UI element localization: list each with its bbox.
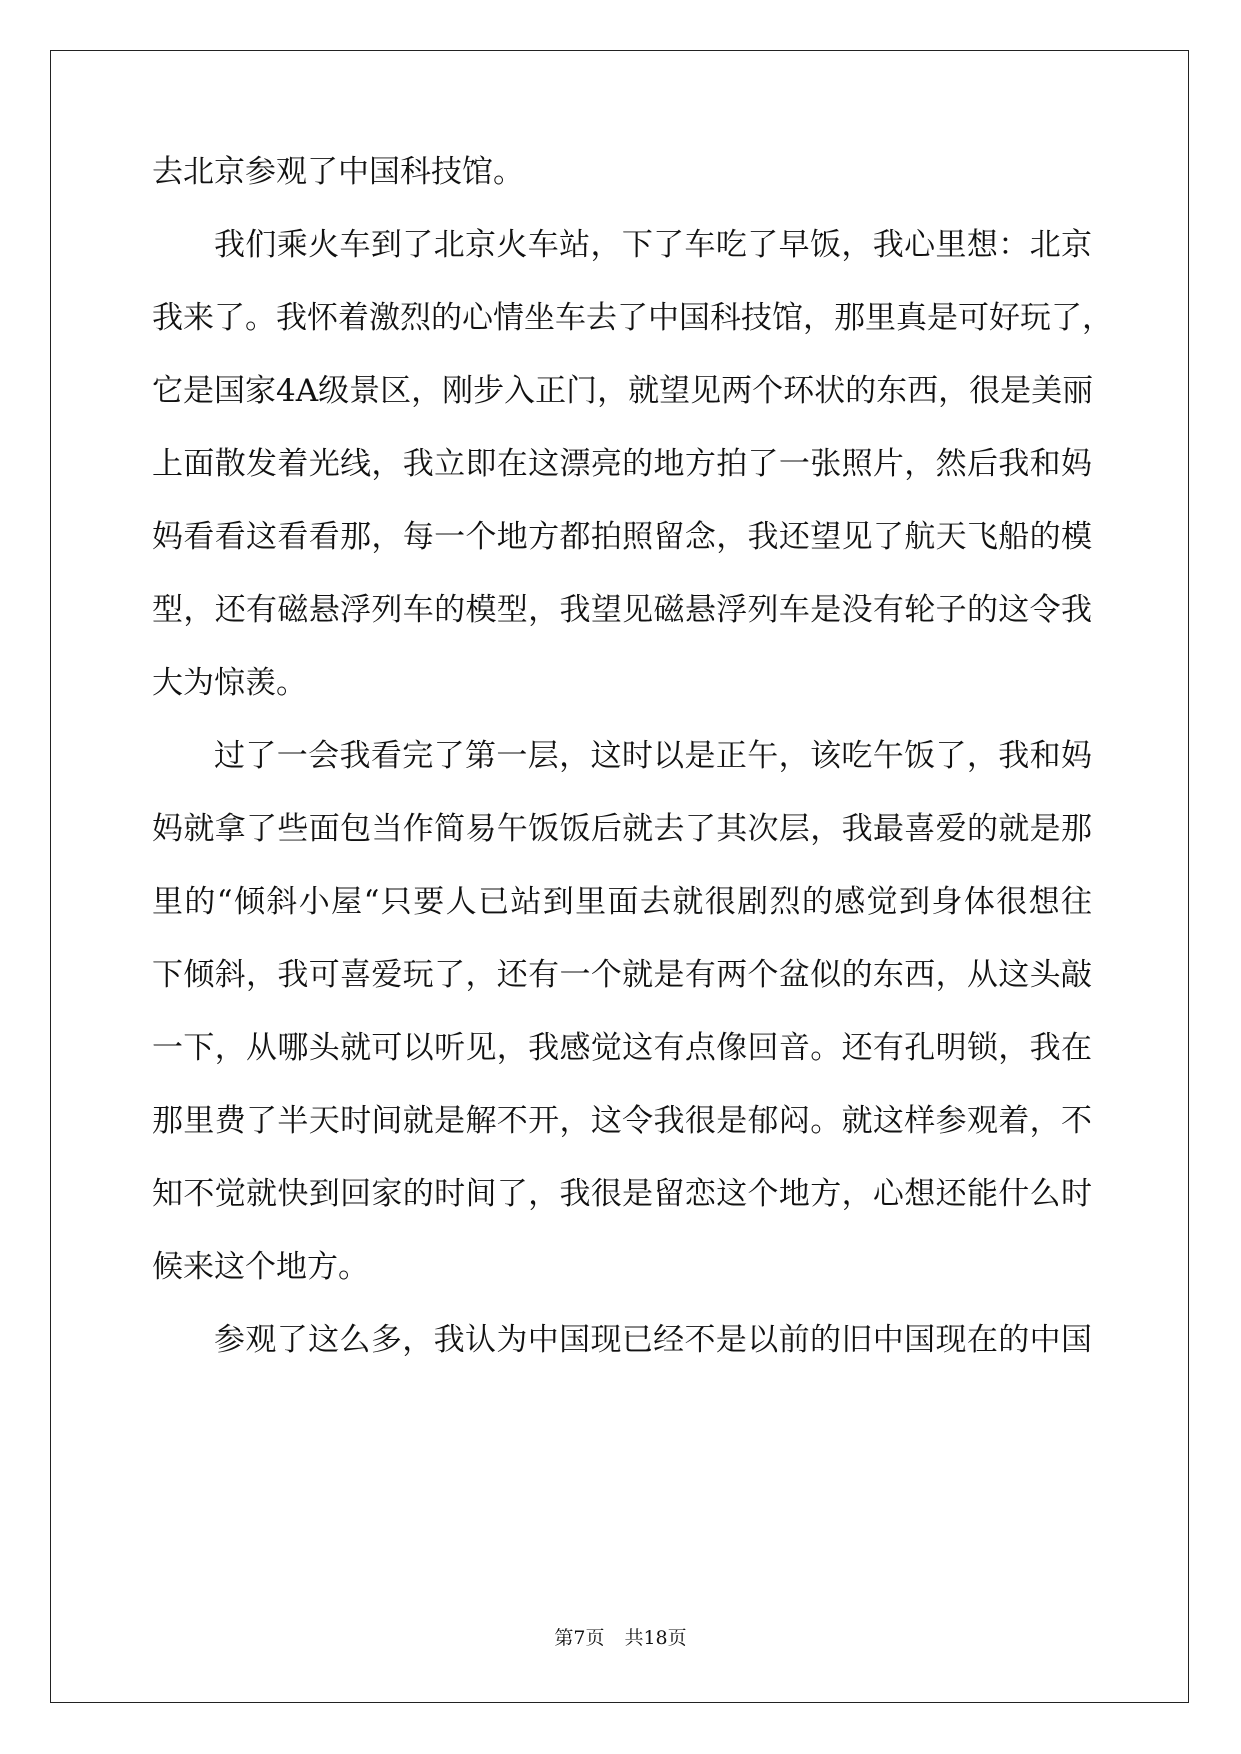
text-line: 妈就拿了些面包当作简易午饭饭后就去了其次层，我最喜爱的就是那 <box>152 811 1092 847</box>
text-line: 去北京参观了中国科技馆。 <box>152 154 524 190</box>
text-line: 大为惊羡。 <box>152 665 307 701</box>
text-line: 下倾斜，我可喜爱玩了，还有一个就是有两个盆似的东西，从这头敲 <box>152 957 1092 993</box>
text-line: 里的“倾斜小屋“只要人已站到里面去就很剧烈的感觉到身体很想往 <box>152 884 1092 920</box>
text-line: 它是国家4A级景区，刚步入正门，就望见两个环状的东西，很是美丽 <box>152 373 1094 409</box>
page-number: 第7页 <box>554 1627 605 1649</box>
text-line: 型，还有磁悬浮列车的模型，我望见磁悬浮列车是没有轮子的这令我 <box>152 592 1092 628</box>
text-line: 上面散发着光线，我立即在这漂亮的地方拍了一张照片，然后我和妈 <box>152 446 1092 482</box>
text-line: 候来这个地方。 <box>152 1249 369 1285</box>
text-line: 妈看看这看看那，每一个地方都拍照留念，我还望见了航天飞船的模 <box>152 519 1092 555</box>
text-line: 一下，从哪头就可以听见，我感觉这有点像回音。还有孔明锁，我在 <box>152 1030 1092 1066</box>
page-footer <box>0 1626 1241 1650</box>
text-line: 知不觉就快到回家的时间了，我很是留恋这个地方，心想还能什么时 <box>152 1176 1092 1212</box>
text-line: 过了一会我看完了第一层，这时以是正午，该吃午饭了，我和妈 <box>214 738 1092 774</box>
text-line: 那里费了半天时间就是解不开，这令我很是郁闷。就这样参观着，不 <box>152 1103 1092 1139</box>
text-line: 我们乘火车到了北京火车站，下了车吃了早饭，我心里想：北京 <box>214 227 1092 263</box>
text-line: 参观了这么多，我认为中国现已经不是以前的旧中国现在的中国 <box>214 1322 1092 1358</box>
text-line: 我来了。我怀着激烈的心情坐车去了中国科技馆，那里真是可好玩了， <box>152 300 1113 336</box>
total-pages: 共18页 <box>624 1627 687 1649</box>
